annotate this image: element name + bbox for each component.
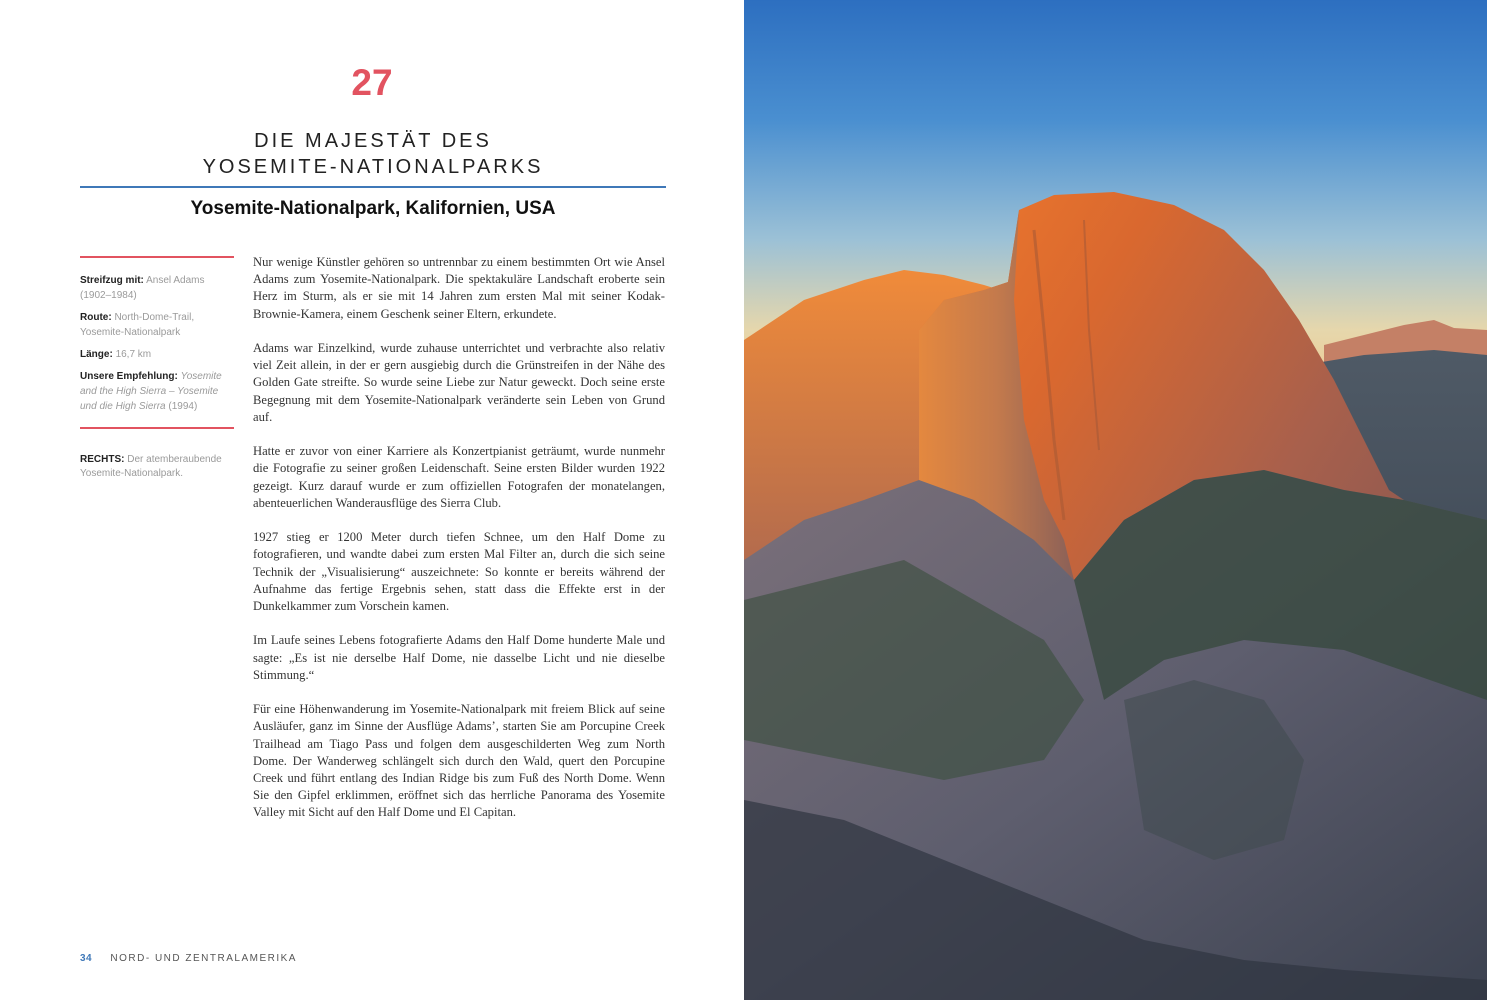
title-divider <box>80 186 666 188</box>
chapter-title <box>80 128 666 180</box>
info-laenge-label: Länge: <box>80 349 113 360</box>
info-route <box>80 310 234 340</box>
body-paragraph: Adams war Einzelkind, wurde zuhause unterrichtet und verbrachte also relativ viel Zeit allein, in der er gern ausgiebig durch die Grünstreifen in der Nähe des Golden Gate streifte. So wurde seine Liebe zur Natur geweckt. Doch seine erste Begegnung mit dem Yosemite-Nationalpark veränderte sein Leben von Grund auf. <box>253 341 665 424</box>
body-paragraph: Im Laufe seines Lebens fotografierte Adams den Half Dome hunderte Male und sagte: „Es ist nie derselbe Half Dome, nie dasselbe Licht und nie dieselbe Stimmung.“ <box>253 633 665 682</box>
chapter-title-line-2: YOSEMITE-NATIONALPARKS <box>202 156 544 178</box>
info-route-label: Route: <box>80 312 112 323</box>
info-empfehlung-year: (1994) <box>168 401 198 412</box>
info-streifzug-value: Ansel Adams (1902–1984) <box>80 275 205 301</box>
info-laenge-value: 16,7 km <box>115 349 152 360</box>
info-empfehlung <box>80 369 234 414</box>
article-body <box>253 254 665 839</box>
photo-caption <box>80 453 234 481</box>
sidebar-top-rule <box>80 256 234 258</box>
photo-caption-text: Der atemberaubende Yosemite-Nationalpark. <box>80 454 222 479</box>
location-subtitle: Yosemite-Nationalpark, Kalifornien, USA <box>190 198 556 219</box>
chapter-number: 27 <box>351 62 393 103</box>
body-paragraph: 1927 stieg er 1200 Meter durch tiefen Schnee, um den Half Dome zu fotografieren, und wandte dabei zum ersten Mal Filter an, durch die sich seine Technik der „Visualisierung“ auszeichnete: So konnte er bereits während der Aufnahme das fertige Ergebnis sehen, statt dass die Effekte erst in der Dunkelkammer zum Vorschein kamen. <box>253 530 665 614</box>
info-laenge <box>80 347 234 362</box>
info-sidebar <box>80 273 234 421</box>
page-number: 34 <box>80 953 93 964</box>
page-footer <box>80 953 297 964</box>
info-route-value: North-Dome-Trail, Yosemite-Nationalpark <box>80 312 195 338</box>
section-name: NORD- UND ZENTRALAMERIKA <box>110 953 297 964</box>
chapter-title-line-1: DIE MAJESTÄT DES <box>254 130 492 152</box>
info-streifzug-label: Streifzug mit: <box>80 275 144 286</box>
body-paragraph: Nur wenige Künstler gehören so untrennbar zu einem bestimmten Ort wie Ansel Adams zum Yosemite-Nationalpark. Die spektakuläre Landschaft eroberte sein Herz im Sturm, als er sie mit 14 Jahren zum ersten Mal mit seiner Kodak-Brownie-Kamera, einem Geschenk seiner Eltern, erkundete. <box>253 255 665 321</box>
info-empfehlung-title: Yosemite and the High Sierra – Yosemite und die High Sierra <box>80 371 222 412</box>
half-dome-photo <box>744 0 1487 1000</box>
body-paragraph: Hatte er zuvor von einer Karriere als Konzertpianist geträumt, wurde nunmehr die Fotografie zu seiner großen Leidenschaft. Seine ersten Bilder wurden 1922 gezeigt. Kurz darauf wurde er zum offiziellen Fotografen der monatelangen, abenteuerlichen Wanderausflüge des Sierra Club. <box>253 444 665 510</box>
sidebar-bottom-rule <box>80 427 234 429</box>
info-empfehlung-label: Unsere Empfehlung: <box>80 371 178 382</box>
info-streifzug <box>80 273 234 303</box>
photo-caption-label: RECHTS: <box>80 454 125 465</box>
body-paragraph: Für eine Höhenwanderung im Yosemite-Nationalpark mit freiem Blick auf seine Ausläufer, ganz im Sinne der Ausflüge Adams’, starten Sie am Porcupine Creek Trailhead am Tiago Pass und folgen dem ausgeschilderten Weg zum North Dome. Der Wanderweg schlängelt sich durch den Wald, quert den Porcupine Creek und führt entlang des Indian Ridge bis zum Fuß des North Dome. Wenn Sie den Gipfel erklimmen, eröffnet sich das herrliche Panorama des Yosemite Valley mit Sicht auf den Half Dome und El Capitan. <box>253 702 665 820</box>
